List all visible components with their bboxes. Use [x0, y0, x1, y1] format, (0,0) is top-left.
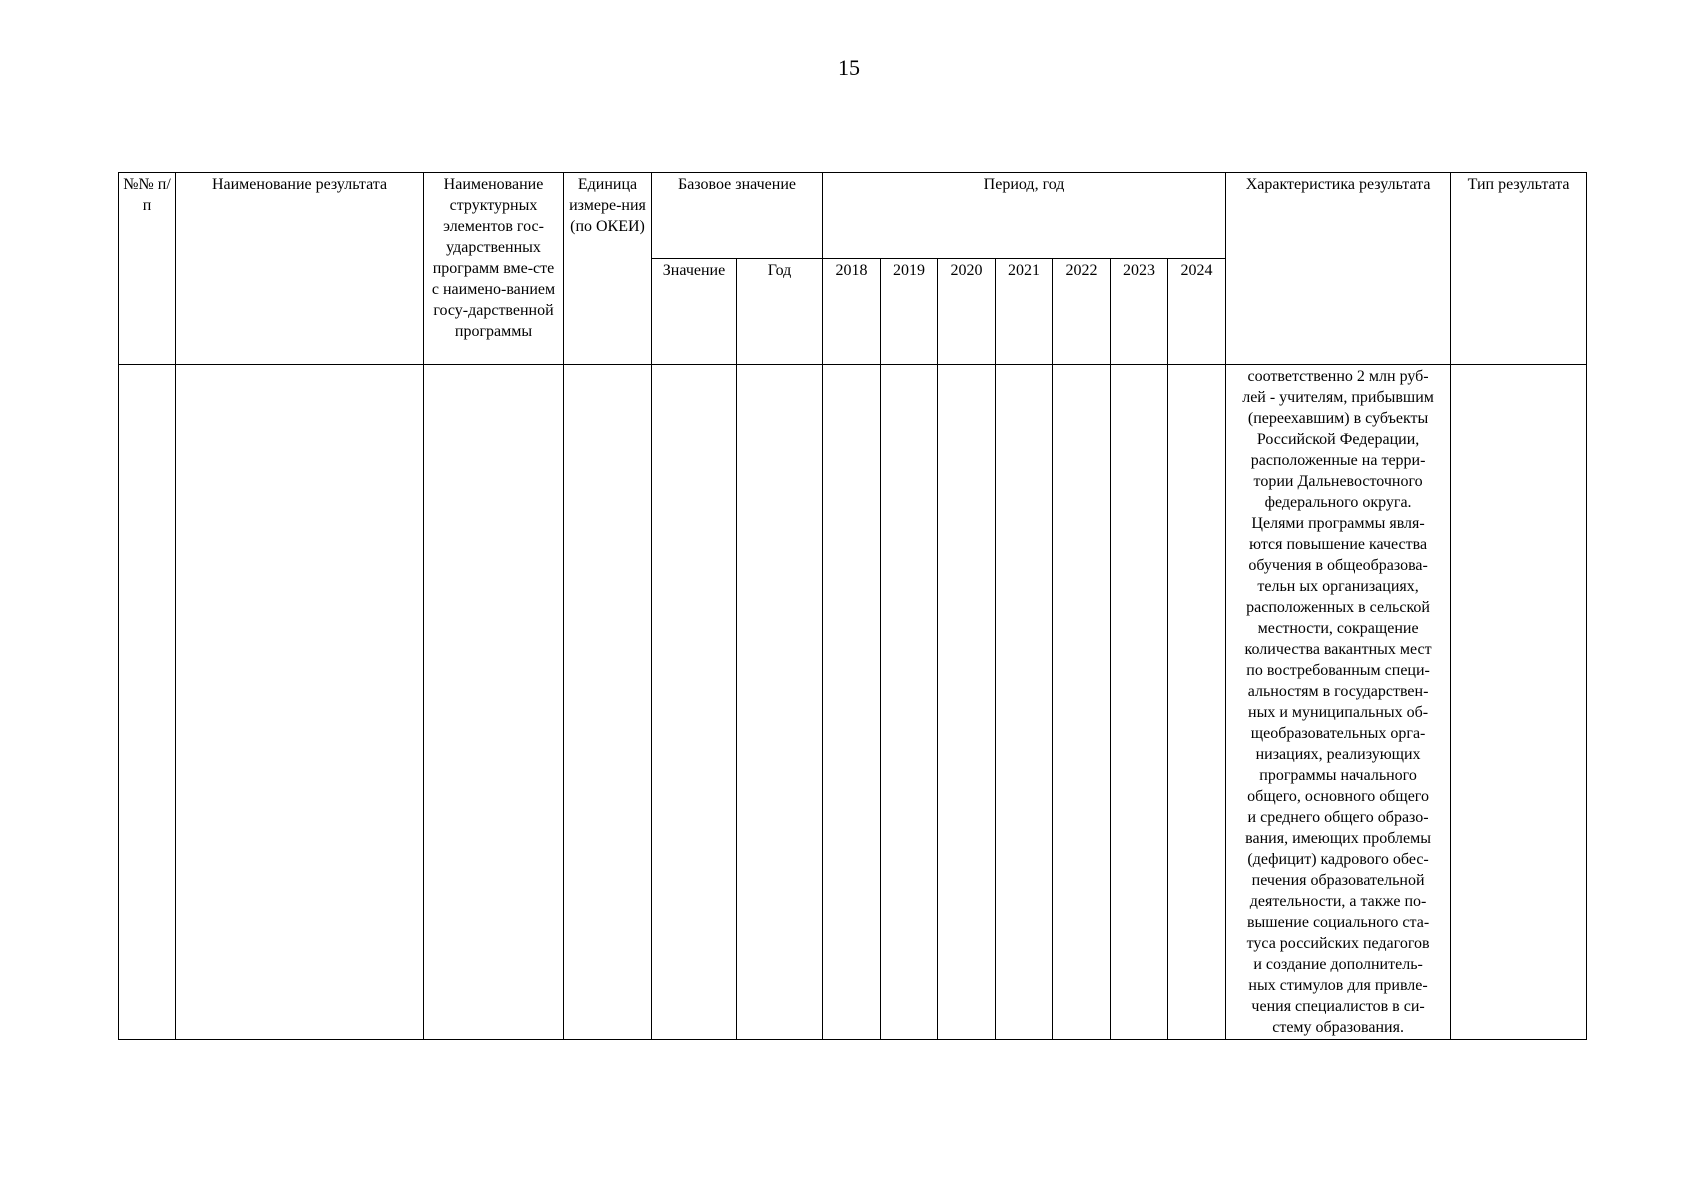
table-header-row [119, 173, 1587, 259]
characteristic-line: общего, основного общего [1247, 788, 1429, 805]
header-base-value: Базовое значение [652, 173, 823, 259]
header-base-value-year: Год [737, 259, 823, 365]
characteristic-line: тельн ых организациях, [1257, 578, 1419, 595]
cell-2019 [881, 365, 938, 1040]
characteristic-line: Российской Федерации, [1256, 431, 1420, 448]
characteristic-line: туса российских педагогов [1246, 935, 1430, 952]
page-number: 15 [838, 55, 860, 80]
table-row [119, 365, 1587, 1040]
characteristic-line: расположенных в сельской [1246, 599, 1430, 616]
header-structural-elements: Наименование структурных элементов гос-ударственных программ вме-сте с наимено-ванием госу-дарственной программы [424, 173, 564, 365]
characteristic-line: количества вакантных мест [1244, 641, 1432, 658]
header-year-2021: 2021 [996, 259, 1053, 365]
header-result-type: Тип результата [1451, 173, 1587, 365]
characteristic-line: ются повышение качества [1249, 536, 1428, 553]
characteristic-line: и среднего общего образо- [1247, 809, 1429, 826]
header-year-2022: 2022 [1053, 259, 1111, 365]
characteristic-line: обучения в общеобразова- [1248, 557, 1428, 574]
characteristic-line: стему образования. [1272, 1019, 1404, 1036]
cell-base-value [652, 365, 737, 1040]
characteristic-line: местности, сокращение [1257, 620, 1419, 637]
characteristic-line: по востребованным специ- [1246, 662, 1430, 679]
characteristic-text [1230, 366, 1446, 1038]
cell-base-year [737, 365, 823, 1040]
cell-2022 [1053, 365, 1111, 1040]
characteristic-line: низациях, реализующих [1255, 746, 1421, 763]
cell-2018 [823, 365, 881, 1040]
header-year-2023: 2023 [1111, 259, 1168, 365]
characteristic-line: лей - учителям, прибывшим [1242, 389, 1434, 406]
cell-result-type [1451, 365, 1587, 1040]
header-num: №№ п/п [119, 173, 176, 365]
header-year-2020: 2020 [938, 259, 996, 365]
cell-structural-elements [424, 365, 564, 1040]
header-year-2024: 2024 [1168, 259, 1226, 365]
cell-characteristic [1226, 365, 1451, 1040]
cell-unit [564, 365, 652, 1040]
characteristic-line: расположенные на терри- [1250, 452, 1426, 469]
characteristic-line: федерального округа. [1264, 494, 1412, 511]
cell-2021 [996, 365, 1053, 1040]
characteristic-line: тории Дальневосточного [1253, 473, 1423, 490]
cell-result-name [176, 365, 424, 1040]
header-characteristic: Характеристика результата [1226, 173, 1451, 365]
characteristic-line: ных стимулов для привле- [1248, 977, 1428, 994]
characteristic-line: программы начального [1259, 767, 1417, 784]
characteristic-line: Целями программы явля- [1251, 515, 1425, 532]
header-year-2019: 2019 [881, 259, 938, 365]
characteristic-line: вышение социального ста- [1247, 914, 1430, 931]
results-table [118, 172, 1587, 1040]
characteristic-line: чения специалистов в си- [1251, 998, 1425, 1015]
header-base-value-value: Значение [652, 259, 737, 365]
characteristic-line: (переехавшим) в субъекты [1247, 410, 1429, 427]
cell-2024 [1168, 365, 1226, 1040]
cell-num [119, 365, 176, 1040]
characteristic-line: соответственно 2 млн руб- [1247, 368, 1429, 385]
characteristic-line: альностям в государствен- [1247, 683, 1429, 700]
cell-2023 [1111, 365, 1168, 1040]
characteristic-line: (дефицит) кадрового обес- [1247, 851, 1429, 868]
characteristic-line: и создание дополнитель- [1253, 956, 1423, 973]
characteristic-line: деятельности, а также по- [1249, 893, 1427, 910]
characteristic-line: щеобразовательных орга- [1250, 725, 1426, 742]
header-result-name: Наименование результата [176, 173, 424, 365]
characteristic-line: печения образовательной [1251, 872, 1425, 889]
characteristic-line: вания, имеющих проблемы [1245, 830, 1431, 847]
header-year-2018: 2018 [823, 259, 881, 365]
characteristic-line: ных и муниципальных об- [1248, 704, 1429, 721]
header-period: Период, год [823, 173, 1226, 259]
cell-2020 [938, 365, 996, 1040]
header-unit: Единица измере-ния (по ОКЕИ) [564, 173, 652, 365]
